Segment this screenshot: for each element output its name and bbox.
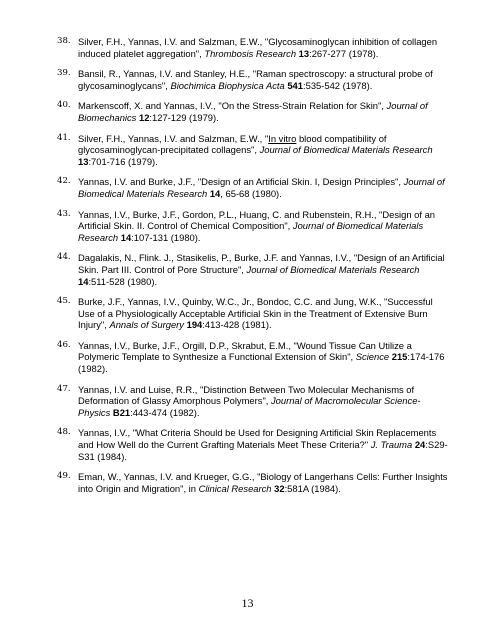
reference-text: Silver, F.H., Yannas, I.V. and Salzman, E.W., "Glycosaminoglycan inhibition of collagen induced platelet aggregation", Thrombosis Research 13:267-277 (1978). xyxy=(78,36,438,59)
volume: 14 xyxy=(78,275,89,287)
reference-item xyxy=(57,176,450,199)
reference-text: Yannas, I.V., Burke, J.F., Gordon, P.L., Huang, C. and Rubenstein, R.H., "Design of an Artificial Skin. II. Control of Chemical Composition", Journal of Biomedical Materials Research 14:107-131 (1980). xyxy=(78,208,435,243)
volume: 541 xyxy=(287,79,303,91)
reference-number: 39. xyxy=(57,68,71,79)
reference-number: 44. xyxy=(57,252,71,263)
reference-list xyxy=(57,36,450,503)
reference-text: Burke, J.F., Yannas, I.V., Quinby, W.C., Jr., Bondoc, C.C. and Jung, W.K., "Successful Use of a Physiologically Acceptable Artificial Skin in the Treatment of Extensive Burn Injury", Annals of Surgery 194:413-428 (1981). xyxy=(78,296,433,331)
reference-number: 42. xyxy=(57,176,71,187)
reference-item xyxy=(57,132,450,168)
reference-number: 38. xyxy=(57,36,71,46)
journal-title: Biochimica Biophysica Acta xyxy=(170,79,285,91)
reference-number: 47. xyxy=(57,383,71,394)
volume: 24 xyxy=(414,439,426,451)
reference-text: Yannas, I.V., Burke, J.F., Orgill, D.P., Skrabut, E.M., "Wound Tissue Can Utilize a Polymeric Template to Synthesize a Functional Extension of Skin", Science 215:174-176 (1982). xyxy=(78,339,445,375)
reference-text: Eman, W., Yannas, I.V. and Krueger, G.G., "Biology of Langerhans Cells: Further Insights into Origin and Migration", in Clinical Research 32:581A (1984). xyxy=(78,471,448,494)
reference-item xyxy=(57,36,450,59)
journal-title: Journal of Biomedical Materials Research xyxy=(78,176,445,199)
in-vitro-term: In vitro xyxy=(268,132,297,144)
volume: 14 xyxy=(120,231,132,243)
reference-number: 46. xyxy=(57,339,71,350)
reference-text: Yannas, I.V., "What Criteria Should be Used for Designing Artificial Skin Replacements and How Well do the Current Grafting Materials Meet These Criteria?" J. Trauma 24:S29-S31 (1984). xyxy=(78,427,448,462)
page-number: 13 xyxy=(241,596,254,610)
reference-number: 49. xyxy=(57,471,71,482)
volume: 13 xyxy=(298,47,310,59)
journal-title: Science xyxy=(355,351,390,363)
reference-text: Markenscoff, X. and Yannas, I.V., "On the Stress-Strain Relation for Skin", Journal of Biomechanics 12:127-129 (1979). xyxy=(78,100,428,123)
journal-title: Thrombosis Research xyxy=(204,47,297,59)
journal-title: J. Trauma xyxy=(370,439,413,451)
volume: 215 xyxy=(391,351,408,363)
journal-title: Journal of Biomedical Materials Research xyxy=(246,263,420,275)
journal-title: Journal of Macromolecular Science-Physics xyxy=(78,395,421,418)
reference-text: Yannas, I.V. and Burke, J.F., "Design of an Artificial Skin. I, Design Principles", Journal of Biomedical Materials Research 14, 65-68 (1980). xyxy=(78,176,445,199)
journal-title: Clinical Research xyxy=(198,482,272,494)
reference-number: 40. xyxy=(57,100,71,111)
reference-text: Yannas, I.V. and Luise, R.R., "Distinction Between Two Molecular Mechanisms of Deformation of Glassy Amorphous Polymers", Journal of Macromolecular Science-Physics B21:443-474 (1982). xyxy=(78,383,421,418)
reference-item xyxy=(57,296,450,331)
reference-item xyxy=(57,252,450,287)
reference-item xyxy=(57,427,450,462)
reference-item xyxy=(57,68,450,91)
reference-text: Bansil, R., Yannas, I.V. and Stanley, H.E., "Raman spectroscopy: a structural probe of glycosaminoglycans", Biochimica Biophysica Acta 541:535-542 (1978). xyxy=(78,68,433,91)
journal-title: Journal of Biomedical Materials Research xyxy=(78,220,424,243)
reference-number: 45. xyxy=(57,296,71,307)
reference-item xyxy=(57,339,450,375)
journal-title: Annals of Surgery xyxy=(109,319,184,331)
reference-number: 43. xyxy=(57,208,71,219)
volume: 194 xyxy=(186,319,203,331)
volume: 12 xyxy=(138,111,150,123)
journal-title: Journal of Biomedical Materials Research xyxy=(259,144,433,156)
reference-item xyxy=(57,471,450,494)
reference-number: 48. xyxy=(57,427,71,438)
volume: 32 xyxy=(274,482,285,494)
volume: 14 xyxy=(209,187,221,199)
reference-item xyxy=(57,100,450,123)
volume: 13 xyxy=(78,155,89,167)
reference-text: Silver, F.H., Yannas, I.V. and Salzman, E.W., "In vitro blood compatibility of glycosaminoglycan-precipitated collagens", Journal of Biomedical Materials Research 13:701-716 (1979). xyxy=(78,132,433,167)
journal-title: Journal of Biomechanics xyxy=(78,100,428,123)
reference-item xyxy=(57,208,450,244)
reference-number: 41. xyxy=(57,132,71,143)
reference-text: Dagalakis, N., Flink. J., Stasikelis, P., Burke, J.F. and Yannas, I.V., "Design of an Artificial Skin. Part III. Control of Pore Structure", Journal of Biomedical Materials Research 14:511-528 (1980). xyxy=(78,252,445,287)
volume: B21 xyxy=(112,406,131,418)
reference-item xyxy=(57,383,450,419)
